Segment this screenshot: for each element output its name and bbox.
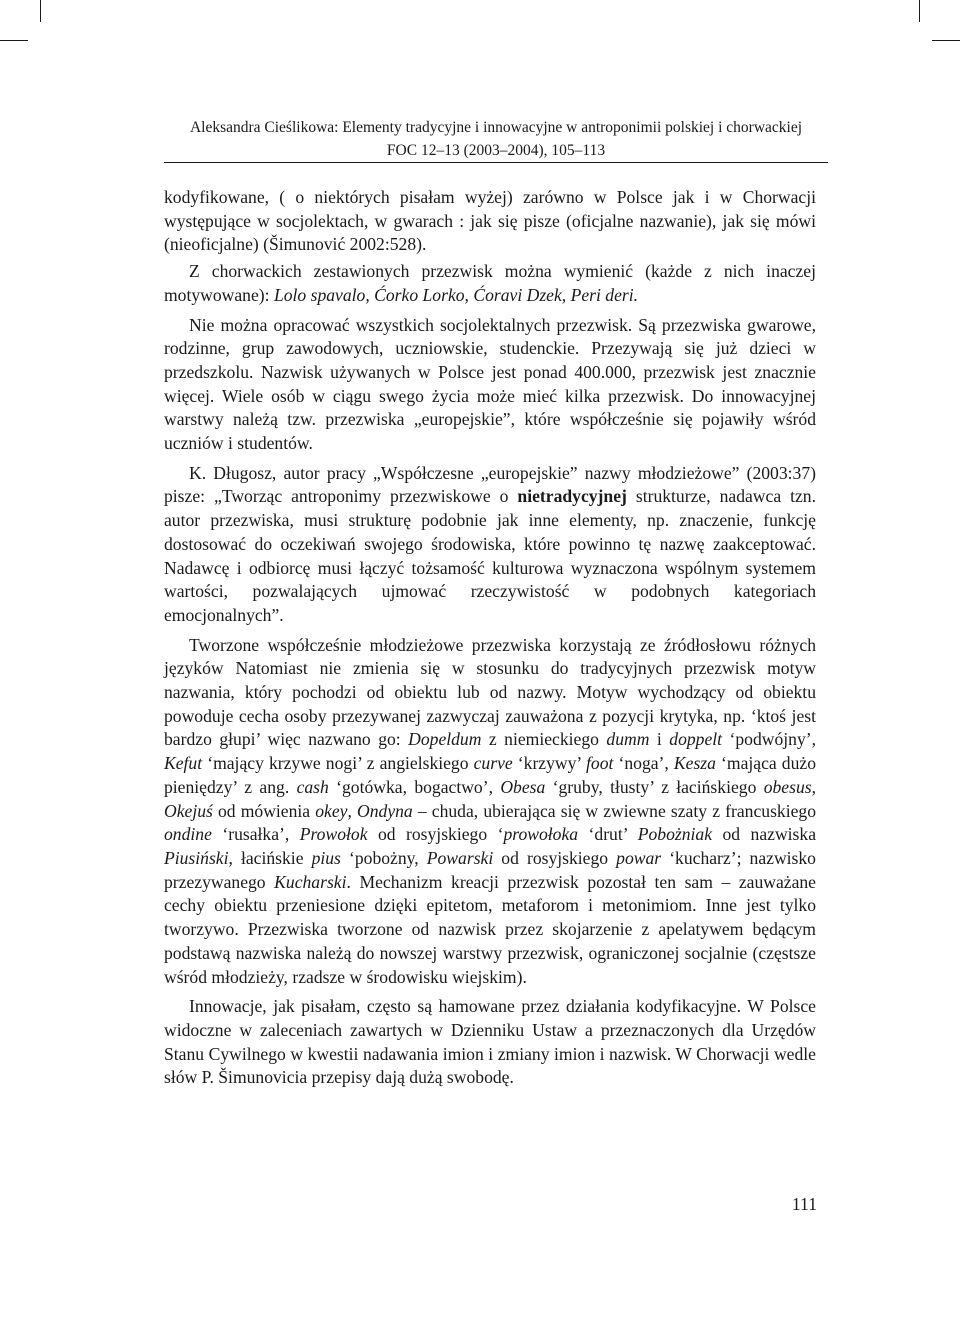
crop-mark-right-top bbox=[932, 40, 960, 41]
italic-term: Pobożniak bbox=[637, 824, 713, 845]
body-text bbox=[164, 186, 816, 1096]
text-run: Z chorwackich zestawionych przezwisk można wymienić (każde z nich inaczej motywowane): bbox=[164, 261, 816, 305]
text-run: Nie można opracować wszystkich socjolektalnych przezwisk. Są przezwiska gwarowe, rodzinne, grup zawodowych, uczniowskie, studenckie. Przezywają się już dzieci w przedszkolu. Nazwisk używanych w Polsce jest ponad 400.000, przezwisk jest znacznie więcej. Wiele osób w ciągu swego życia może mieć kilka przezwisk. Do innowacyjnej warstwy należą tzw. przezwiska „europejskie”, które współcześnie się pojawiły wśród uczniów i studentów. bbox=[164, 314, 816, 454]
text-run: ‘podwójny’, bbox=[722, 729, 817, 750]
italic-term: Piusiński bbox=[164, 847, 229, 868]
text-run: i bbox=[649, 729, 670, 750]
italic-term: prowołoka bbox=[503, 824, 579, 845]
running-header bbox=[164, 116, 828, 162]
paragraph bbox=[164, 995, 816, 1090]
crop-mark-top-right bbox=[919, 0, 920, 22]
text-run: strukturze, nadawca tzn. autor przezwiska, musi strukturę podobnie jak inne elementy, np. znaczenie, funkcję dostosować do oczekiwań swojego środowiska, które powinno tę nazwę zaakceptować. Nadawcę i odbiorcę musi łączyć tożsamość kulturowa wyznaczona wspólnym systemem wartości, pozwalających ujmować rzeczywistość w podobnych kategoriach emocjonalnych”. bbox=[164, 486, 817, 625]
bold-term: nietradycyjnej bbox=[517, 486, 627, 507]
text-run: ‘krzywy’ bbox=[512, 753, 587, 774]
italic-term: Prowołok bbox=[299, 824, 368, 845]
italic-term: Okejuś bbox=[164, 800, 213, 821]
text-run: K. Długosz, autor pracy „Współczesne „europejskie” nazwy młodzieżowe” (2003:37) pisze: „Tworząc antroponimy przezwiskowe o bbox=[164, 462, 816, 507]
italic-term: ondine bbox=[164, 824, 212, 845]
text-run: z niemieckiego bbox=[481, 729, 607, 750]
italic-term: foot bbox=[586, 753, 614, 774]
italic-term: Obesa bbox=[500, 776, 546, 797]
italic-term: Powarski bbox=[426, 847, 494, 868]
text-run: ‘rusałka’, bbox=[211, 824, 300, 845]
text-run: od nazwiska bbox=[712, 824, 816, 845]
text-run: Tworzone współcześnie młodzieżowe przezwiska korzystają ze źródłosłowu różnych języków Natomiast nie zmienia się w stosunku do tradycyjnych przezwisk motyw nazwania, który pochodzi od obiektu lub od nazwy. Motyw wychodzący od obiektu powoduje cecha osoby przezywanej zazwyczaj zauważona z pozycji krytyka, np. ‘ktoś jest bardzo głupi’ więc nazwano go: bbox=[164, 634, 816, 750]
text-run: ‘gruby, tłusty’ z łacińskiego bbox=[545, 776, 764, 797]
text-run: , łacińskie bbox=[228, 847, 312, 868]
text-run: od rosyjskiego ‘ bbox=[367, 824, 504, 845]
italic-term: dumm bbox=[606, 729, 650, 750]
text-run: ‘kucharz’; nazwisko przezywanego bbox=[164, 847, 816, 892]
text-run: od rosyjskiego bbox=[493, 847, 617, 868]
italic-term: pius bbox=[311, 847, 341, 868]
text-run: od mówienia bbox=[212, 800, 316, 821]
text-run: ‘gotówka, bogactwo’, bbox=[328, 776, 501, 797]
paragraph bbox=[164, 314, 816, 456]
text-run: ‘mająca dużo pieniędzy’ z ang. bbox=[164, 753, 816, 797]
text-run: ‘mający krzywe nogi’ z angielskiego bbox=[202, 753, 474, 774]
text-run: kodyfikowane, ( o niektórych pisałam wyżej) zarówno w Polsce jak i w Chorwacji występujące w socjolektach, w gwarach : jak się pisze (oficjalne nazwanie), jak się mówi (nieoficjalne) (Šimunović 2002:528). bbox=[164, 187, 816, 255]
italic-term: okey bbox=[315, 800, 348, 821]
italic-term: Ondyna bbox=[357, 800, 413, 821]
paragraph bbox=[164, 634, 816, 990]
italic-term: Dopeldum bbox=[408, 729, 482, 750]
header-citation: FOC 12–13 (2003–2004), 105–113 bbox=[386, 142, 606, 159]
text-run: , bbox=[347, 800, 358, 821]
paragraph bbox=[164, 260, 816, 307]
text-run: Innowacje, jak pisałam, często są hamowane przez działania kodyfikacyjne. W Polsce widoczne w zaleceniach zawartych w Dzienniku Ustaw a przeznaczonych dla Urzędów Stanu Cywilnego w kwestii nadawania imion i zmiany imion i nazwisk. W Chorwacji wedle słów P. Šimunovicia przepisy dają dużą swobodę. bbox=[164, 996, 816, 1088]
italic-term: obesus bbox=[763, 776, 812, 797]
italic-term: Kesza bbox=[673, 753, 716, 774]
page-number: 111 bbox=[791, 1194, 817, 1214]
text-run: ‘drut’ bbox=[578, 824, 638, 845]
text-run: , bbox=[811, 776, 817, 797]
text-run: ‘pobożny, bbox=[340, 847, 427, 868]
italic-term: cash bbox=[296, 776, 329, 797]
paragraph bbox=[164, 186, 816, 257]
italic-term: Kefut bbox=[164, 753, 203, 774]
italic-term: powar bbox=[616, 847, 662, 868]
italic-term: Lolo spavalo, Ćorko Lorko, Ćoravi Dzek, Peri deri. bbox=[273, 284, 639, 305]
crop-mark-top-left bbox=[40, 0, 41, 22]
italic-term: doppelt bbox=[669, 729, 723, 750]
text-run: ‘noga’, bbox=[613, 753, 674, 774]
header-rule bbox=[164, 162, 828, 163]
header-title: Aleksandra Cieślikowa: Elementy tradycyjne i innowacyjne w antroponimii polskiej i chorwackiej bbox=[189, 119, 803, 136]
italic-term: curve bbox=[473, 753, 513, 774]
italic-term: Kucharski bbox=[274, 871, 347, 892]
paragraph bbox=[164, 462, 816, 628]
text-run: – chuda, ubierająca się w zwiewne szaty z francuskiego bbox=[412, 800, 816, 821]
crop-mark-left-top bbox=[0, 40, 28, 41]
text-run: . Mechanizm kreacji przezwisk pozostał ten sam – zauważane cechy obiektu przeniesione dzięki epitetom, metaforom i metonimiom. Inne jest tylko tworzywo. Przezwiska tworzone od nazwisk przez skojarzenie z apelatywem będącym podstawą nazwiska należą do nowszej warstwy przezwisk, ograniczonej socjalnie (częstsze wśród młodzieży, rzadsze w środowisku wiejskim). bbox=[164, 871, 816, 987]
